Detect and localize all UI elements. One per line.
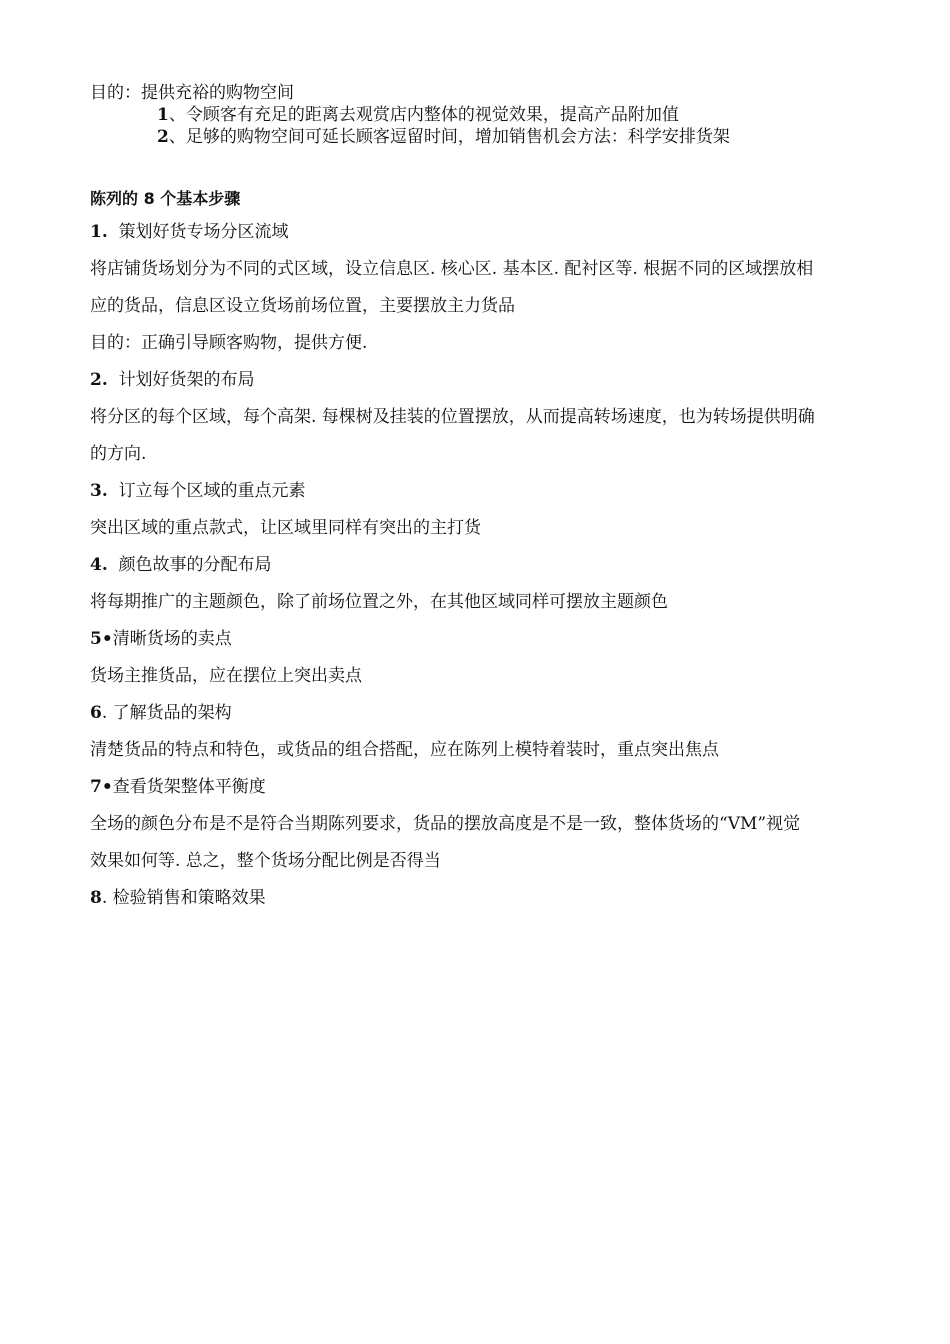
step-body: 效果如何等. 总之，整个货场分配比例是否得当 (90, 851, 441, 871)
intro-purpose: 目的：提供充裕的购物空间 (90, 83, 294, 103)
step-title-text: . 检验销售和策略效果 (101, 888, 266, 908)
step-title (90, 547, 910, 584)
step-body: 应的货品，信息区设立货场前场位置，主要摆放主力货品 (90, 296, 515, 316)
step-body: 突出区域的重点款式，让区域里同样有突出的主打货 (90, 518, 481, 538)
intro-item (90, 126, 910, 148)
step-title-text: . 了解货品的架构 (101, 703, 232, 723)
step-number: 4. (90, 555, 108, 575)
step-title (90, 214, 910, 251)
step-title (90, 695, 910, 732)
step-number: 8 (90, 888, 102, 908)
step-number: 5• (90, 629, 113, 649)
step-title (90, 621, 910, 658)
step-title-text: 颜色故事的分配布局 (118, 555, 272, 575)
step-title-text: 策划好货专场分区流域 (118, 222, 289, 242)
step-title-text: 计划好货架的布局 (118, 370, 255, 390)
intro-item (90, 104, 910, 126)
step-title (90, 473, 910, 510)
step-body: 目的：正确引导顾客购物，提供方便. (90, 333, 368, 353)
step-body: 将每期推广的主题颜色，除了前场位置之外，在其他区域同样可摆放主题颜色 (90, 592, 668, 612)
step-body: 的方向. (90, 444, 147, 464)
section-heading: 陈列的 8 个基本步骤 (90, 189, 241, 208)
step-body: 全场的颜色分布是不是符合当期陈列要求，货品的摆放高度是不是一致，整体货场的“VM”视觉 (90, 814, 801, 834)
item-number: 2 (157, 127, 169, 147)
step-number: 3. (90, 481, 108, 501)
item-text: 、令顾客有充足的距离去观赏店内整体的视觉效果，提高产品附加值 (168, 105, 679, 125)
step-body: 货场主推货品，应在摆位上突出卖点 (90, 666, 362, 686)
item-number: 1 (157, 105, 169, 125)
step-number: 2. (90, 370, 108, 390)
step-number: 7• (90, 777, 113, 797)
step-number: 6 (90, 703, 102, 723)
step-title-text: 清晰货场的卖点 (112, 629, 232, 649)
step-title (90, 362, 910, 399)
step-title (90, 880, 910, 917)
step-title-text: 查看货架整体平衡度 (112, 777, 266, 797)
step-body: 将店铺货场划分为不同的式区域，设立信息区. 核心区. 基本区. 配衬区等. 根据不同的区域摆放相 (90, 259, 814, 279)
step-number: 1. (90, 222, 108, 242)
step-body: 将分区的每个区域，每个高架. 每棵树及挂装的位置摆放，从而提高转场速度，也为转场提供明确 (90, 407, 815, 427)
step-title (90, 769, 910, 806)
step-body: 清楚货品的特点和特色，或货品的组合搭配，应在陈列上模特着装时，重点突出焦点 (90, 740, 719, 760)
document-page (90, 82, 910, 917)
item-text: 、足够的购物空间可延长顾客逗留时间，增加销售机会方法：科学安排货架 (168, 127, 730, 147)
step-title-text: 订立每个区域的重点元素 (118, 481, 306, 501)
